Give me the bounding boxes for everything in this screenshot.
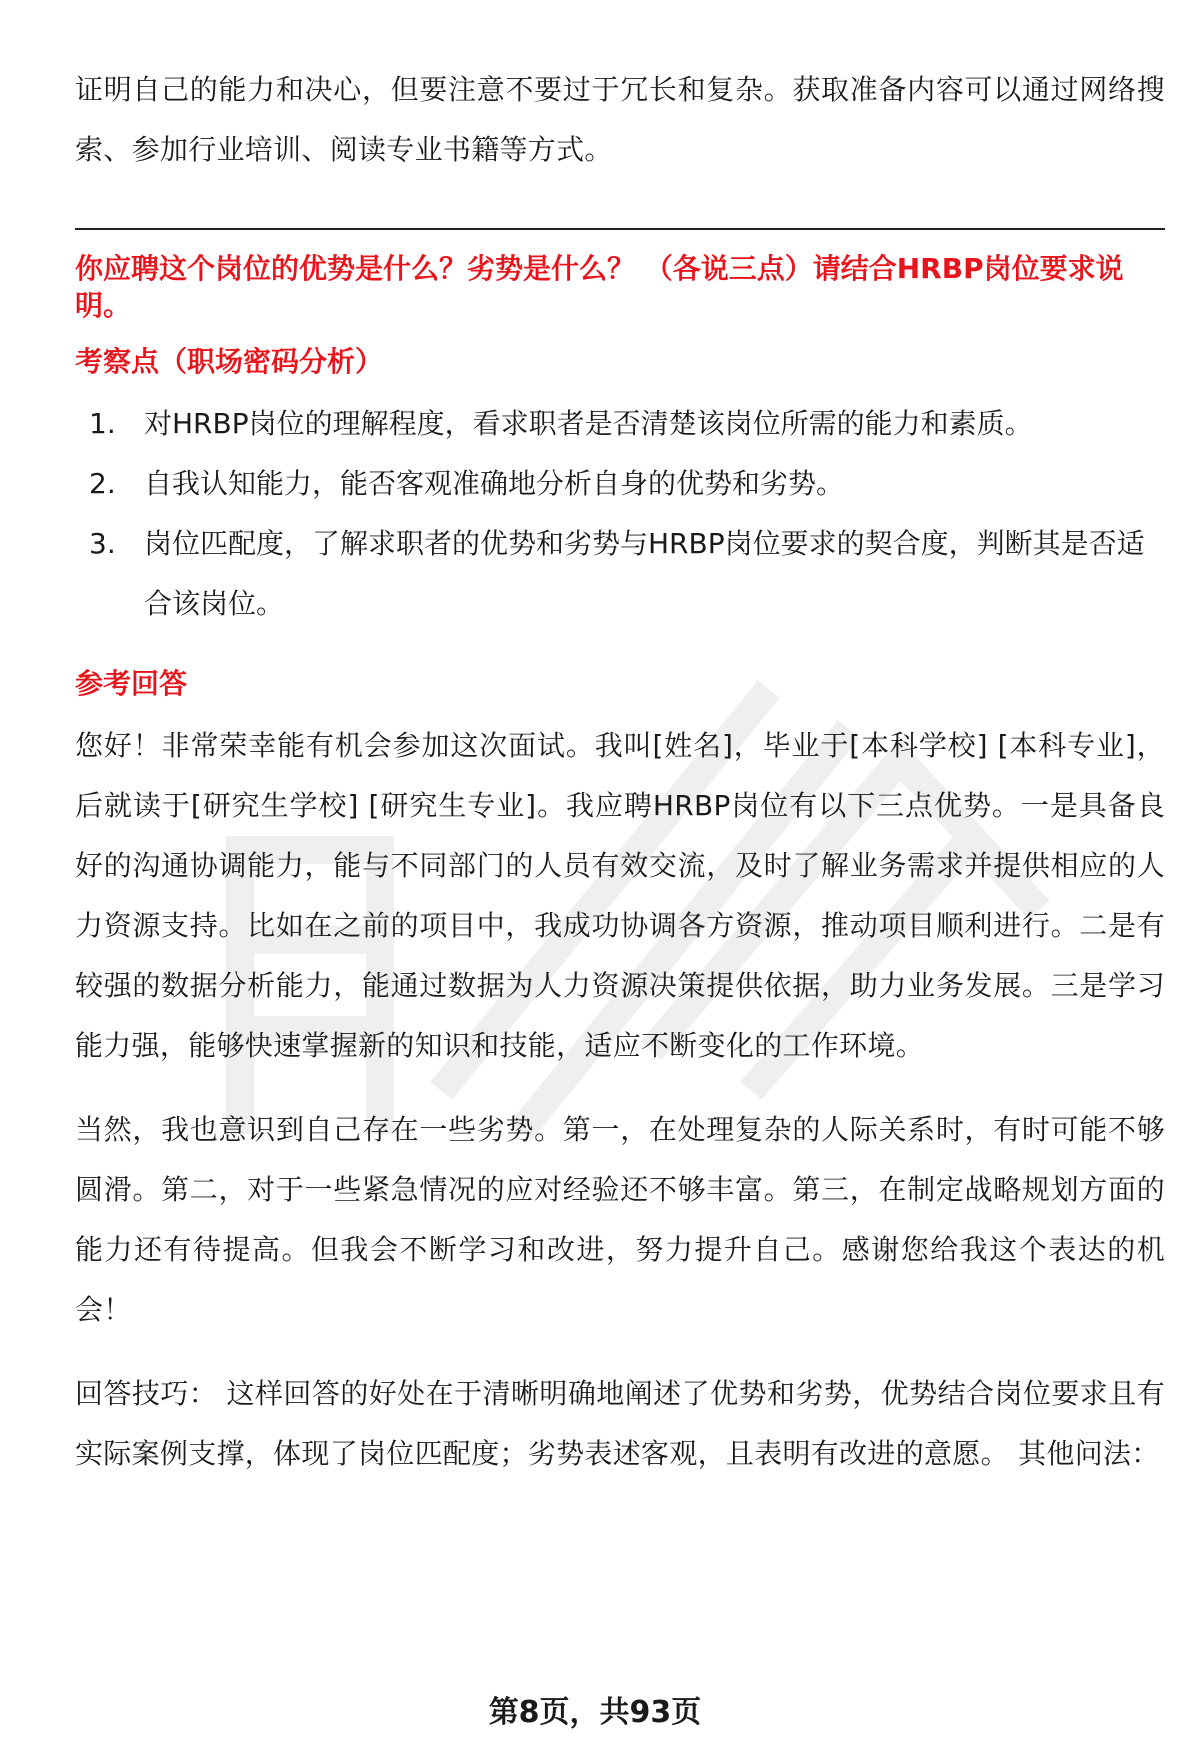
list-item-text: 岗位匹配度，了解求职者的优势和劣势与HRBP岗位要求的契合度，判断其是否适合该岗位。 <box>144 527 1145 620</box>
list-item <box>75 394 1165 454</box>
list-item <box>75 454 1165 514</box>
document-page <box>75 60 1165 1484</box>
list-item <box>75 514 1165 634</box>
page-number-footer: 第8页，共93页 <box>488 1695 702 1730</box>
answer-tips-paragraph: 回答技巧： 这样回答的好处在于清晰明确地阐述了优势和劣势，优势结合岗位要求且有实际案例支撑，体现了岗位匹配度；劣势表述客观，且表明有改进的意愿。 其他问法： <box>75 1377 1165 1470</box>
reference-answer-heading: 参考回答 <box>75 667 188 700</box>
question-heading: 你应聘这个岗位的优势是什么？劣势是什么？ （各说三点）请结合HRBP岗位要求说明。 <box>75 252 1124 322</box>
intro-continuation-paragraph: 证明自己的能力和决心，但要注意不要过于冗长和复杂。获取准备内容可以通过网络搜索、参加行业培训、阅读专业书籍等方式。 <box>75 73 1165 166</box>
list-item-text: 对HRBP岗位的理解程度，看求职者是否清楚该岗位所需的能力和素质。 <box>144 407 1033 440</box>
examination-points-list <box>75 394 1165 634</box>
list-item-number: 2. <box>89 467 116 500</box>
answer-paragraph-weaknesses: 当然，我也意识到自己存在一些劣势。第一，在处理复杂的人际关系时，有时可能不够圆滑。第二，对于一些紧急情况的应对经验还不够丰富。第三，在制定战略规划方面的能力还有待提高。但我会不断学习和改进，努力提升自己。感谢您给我这个表达的机会！ <box>75 1113 1165 1326</box>
list-item-number: 1. <box>89 407 116 440</box>
list-item-number: 3. <box>89 527 116 560</box>
answer-paragraph-strengths: 您好！非常荣幸能有机会参加这次面试。我叫[姓名]，毕业于[本科学校] [本科专业]，后就读于[研究生学校] [研究生专业]。我应聘HRBP岗位有以下三点优势。一是具备良好的沟通协调能力，能与不同部门的人员有效交流，及时了解业务需求并提供相应的人力资源支持。比如在之前的项目中，我成功协调各方资源，推动项目顺利进行。二是有较强的数据分析能力，能通过数据为人力资源决策提供依据，助力业务发展。三是学习能力强，能够快速掌握新的知识和技能，适应不断变化的工作环境。 <box>75 729 1165 1062</box>
examination-points-heading: 考察点（职场密码分析） <box>75 345 384 378</box>
list-item-text: 自我认知能力，能否客观准确地分析自身的优势和劣势。 <box>144 467 845 500</box>
section-divider <box>75 228 1165 230</box>
